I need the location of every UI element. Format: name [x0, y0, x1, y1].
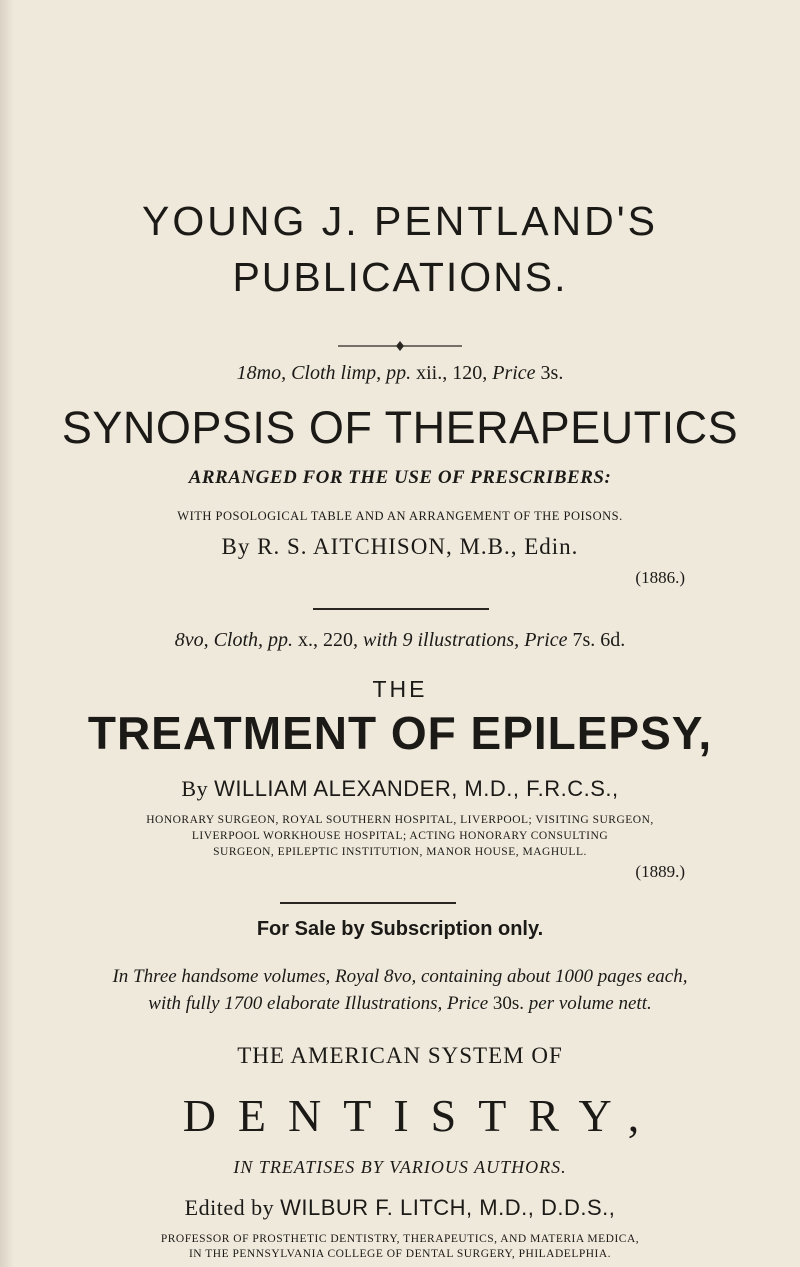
- book2-honorary-line: SURGEON, EPILEPTIC INSTITUTION, MANOR HOUSE, MAGHULL.: [213, 846, 587, 858]
- book3-description-line: In Three handsome volumes, Royal 8vo, containing about 1000 pages each,: [112, 966, 688, 987]
- divider-rule: [313, 608, 489, 610]
- subscription-notice: For Sale by Subscription only.: [256, 918, 544, 940]
- book1-subtitle: ARRANGED FOR THE USE OF PRESCRIBERS:: [188, 467, 612, 488]
- publisher-heading: YOUNG J. PENTLAND'S: [142, 198, 658, 244]
- book2-publication-info: 8vo, Cloth, pp. x., 220, with 9 illustrations, Price 7s. 6d.: [174, 629, 626, 651]
- book2-year: (1889.): [635, 862, 685, 881]
- book3-subtitle: IN TREATISES BY VARIOUS AUTHORS.: [233, 1157, 567, 1177]
- book2-honorary-line: LIVERPOOL WORKHOUSE HOSPITAL; ACTING HONORARY CONSULTING: [191, 830, 609, 842]
- book1-with-line: WITH POSOLOGICAL TABLE AND AN ARRANGEMENT OF THE POISONS.: [177, 509, 623, 523]
- book3-title: DENTISTRY,: [182, 1090, 662, 1141]
- book1-year: (1886.): [635, 568, 685, 587]
- book2-author: By WILLIAM ALEXANDER, M.D., F.R.C.S.,: [181, 776, 619, 801]
- book3-title-prefix: THE AMERICAN SYSTEM OF: [237, 1043, 563, 1068]
- book3-editor-title-line: PROFESSOR OF PROSTHETIC DENTISTRY, THERAPEUTICS, AND MATERIA MEDICA,: [160, 1233, 640, 1245]
- book1-title: SYNOPSIS OF THERAPEUTICS: [61, 402, 739, 453]
- book3-editor-title-line: IN THE PENNSYLVANIA COLLEGE OF DENTAL SURGERY, PHILADELPHIA.: [188, 1248, 612, 1260]
- divider-rule: [280, 902, 456, 904]
- book1-publication-info: 18mo, Cloth limp, pp. xii., 120, Price 3s.: [236, 362, 564, 384]
- book2-title-the: THE: [372, 676, 428, 702]
- book2-honorary-line: HONORARY SURGEON, ROYAL SOUTHERN HOSPITAL, LIVERPOOL; VISITING SURGEON,: [146, 814, 654, 826]
- book3-editor: Edited by WILBUR F. LITCH, M.D., D.D.S.,: [184, 1195, 616, 1220]
- book3-description-line: with fully 1700 elaborate Illustrations, Price 30s. per volume nett.: [148, 993, 652, 1014]
- book2-title: TREATMENT OF EPILEPSY,: [87, 707, 713, 759]
- diamond-rule-ornament: [338, 340, 462, 352]
- publications-heading: PUBLICATIONS.: [232, 254, 568, 300]
- book1-author: By R. S. AITCHISON, M.B., Edin.: [221, 534, 579, 559]
